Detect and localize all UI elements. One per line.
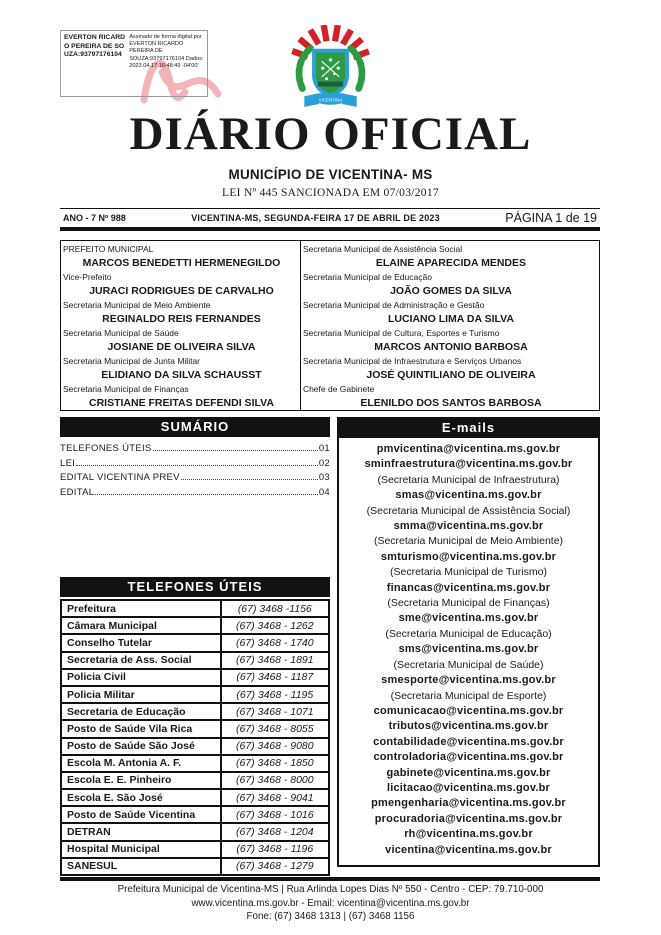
- page-indicator: PÁGINA 1 de 19: [505, 211, 597, 225]
- official-entry: [63, 243, 300, 271]
- official-entry: [63, 383, 300, 411]
- email-address: financas@vicentina.ms.gov.br: [386, 581, 551, 594]
- phone-number-cell: (67) 3468 - 1187: [236, 671, 314, 684]
- email-entry: [339, 796, 598, 811]
- signature-subject: EVERTON RICARDO PEREIRA DE SOUZA:93797176104: [64, 34, 126, 59]
- official-role: Secretaria Municipal de Junta Militar: [63, 355, 201, 366]
- official-entry: [303, 355, 599, 383]
- official-entry: [63, 271, 300, 299]
- official-entry: [303, 327, 599, 355]
- phones-header: TELEFONES ÚTEIS: [60, 577, 330, 597]
- email-entry: [339, 766, 598, 781]
- official-name: ELIDIANO DA SILVA SCHAUSST: [101, 368, 262, 381]
- phone-name-cell: DETRAN: [62, 824, 222, 839]
- email-caption: (Secretaria Municipal de Educação): [385, 627, 552, 640]
- email-caption: (Secretaria Municipal de Turismo): [390, 566, 547, 579]
- officials-panel: [60, 240, 600, 411]
- footer-rule: [60, 877, 600, 881]
- email-address: procuradoria@vicentina.ms.gov.br: [374, 812, 563, 825]
- email-entry: [339, 550, 598, 581]
- table-row: [62, 653, 328, 670]
- emails-panel: [337, 417, 600, 867]
- officials-column-right: [301, 241, 599, 410]
- email-entry: [339, 719, 598, 734]
- official-role: Secretaria Municipal de Saúde: [63, 327, 179, 338]
- table-row: [62, 807, 328, 824]
- email-address: pmengenharia@vicentina.ms.gov.br: [371, 797, 566, 810]
- official-entry: [303, 243, 599, 271]
- official-role: Secretaria Municipal de Meio Ambiente: [63, 299, 211, 310]
- phone-name-cell: Escola E. São José: [62, 790, 222, 805]
- official-name: MARCOS ANTONIO BARBOSA: [374, 340, 528, 353]
- email-caption: (Secretaria Municipal de Esporte): [390, 689, 547, 702]
- official-entry: [303, 271, 599, 299]
- law-subtitle: LEI Nº 445 SANCIONADA EM 07/03/2017: [222, 187, 439, 199]
- official-role: PREFEITO MUNICIPAL: [63, 244, 154, 254]
- toc-item: [60, 442, 330, 457]
- phone-name-cell: Escola M. Antonia A. F.: [62, 756, 222, 771]
- email-entry: [339, 519, 598, 550]
- official-name: MARCOS BENEDETTI HERMENEGILDO: [82, 257, 281, 269]
- phone-number-cell: (67) 3468 - 9080: [235, 740, 314, 753]
- toc-item: [60, 471, 330, 486]
- toc-item-label: LEI: [60, 457, 76, 469]
- email-address: sms@vicentina.ms.gov.br: [398, 643, 539, 656]
- phone-name-cell: Câmara Municipal: [62, 618, 222, 633]
- phone-name-cell: Posto de Saúde Vicentina: [62, 807, 222, 822]
- email-address: smma@vicentina.ms.gov.br: [393, 520, 544, 533]
- phones-table: [60, 599, 330, 876]
- page-title: DIÁRIO OFICIAL: [129, 108, 532, 160]
- email-entry: [339, 812, 598, 827]
- table-row: [62, 756, 328, 773]
- email-address: tributos@vicentina.ms.gov.br: [388, 720, 549, 733]
- footer-address: Prefeitura Municipal de Vicentina-MS | Rua Arlinda Lopes Dias Nº 550 - Centro - CEP: 79.710-000: [117, 884, 544, 895]
- footer: [0, 883, 661, 924]
- email-address: vicentina@vicentina.ms.gov.br: [385, 843, 552, 856]
- official-name: JOSÉ QUINTILIANO DE OLIVEIRA: [366, 368, 536, 381]
- email-entry: [339, 827, 598, 842]
- email-address: comunicacao@vicentina.ms.gov.br: [373, 704, 564, 717]
- emails-header: E-mails: [338, 418, 599, 438]
- table-row: [62, 670, 328, 687]
- email-entry: [339, 642, 598, 673]
- phone-name-cell: Posto de Saúde Vila Rica: [62, 721, 222, 736]
- footer-phone: Fone: (67) 3468 1313 | (67) 3468 1156: [246, 911, 415, 922]
- phone-name-cell: Policia Civil: [62, 670, 222, 685]
- email-entry: [339, 457, 598, 488]
- official-role: Secretaria Municipal de Finanças: [63, 383, 189, 394]
- email-entry: [339, 442, 598, 457]
- toc-item-label: EDITAL VICENTINA PREV: [60, 472, 180, 483]
- official-entry: [63, 327, 300, 355]
- official-role: Secretaria Municipal de Infraestrutura e Serviços Urbanos: [302, 355, 522, 366]
- table-row: [62, 859, 328, 874]
- phone-name-cell: Conselho Tutelar: [62, 635, 222, 650]
- phone-number-cell: (67) 3468 - 1262: [235, 619, 314, 632]
- signature-statement: Assinado de forma digital por EVERTON RICARDO PEREIRA DE SOUZA:93797176104 Dados: 2023.04.17 16:48:49 -04'00': [129, 34, 204, 69]
- email-address: licitacao@vicentina.ms.gov.br: [386, 781, 551, 794]
- phone-number-cell: (67) 3468 -1156: [237, 602, 312, 615]
- email-entry: [339, 673, 598, 704]
- email-entry: [339, 581, 598, 612]
- toc-dot-leader: [76, 465, 318, 466]
- email-address: pmvicentina@vicentina.ms.gov.br: [376, 443, 561, 455]
- email-caption: (Secretaria Municipal de Infraestrutura): [377, 473, 560, 486]
- municipality-subtitle: MUNICÍPIO DE VICENTINA- MS: [228, 167, 433, 182]
- official-name: ELAINE APARECIDA MENDES: [375, 257, 527, 269]
- official-name: JOÃO GOMES DA SILVA: [390, 284, 512, 297]
- emails-list: [339, 438, 598, 858]
- email-caption: (Secretaria Municipal de Meio Ambiente): [373, 535, 564, 548]
- coat-of-arms-icon: [282, 25, 379, 117]
- digital-signature-block: [60, 30, 208, 97]
- official-name: ELENILDO DOS SANTOS BARBOSA: [360, 396, 542, 409]
- svg-text:VICENTINA: VICENTINA: [318, 97, 343, 103]
- toc-item: [60, 486, 330, 501]
- officials-column-left: [61, 241, 301, 410]
- phone-name-cell: Posto de Saúde São José: [62, 739, 222, 754]
- official-entry: [63, 299, 300, 327]
- email-address: smesporte@vicentina.ms.gov.br: [381, 674, 556, 687]
- official-name: CRISTIANE FREITAS DEFENDI SILVA: [89, 396, 274, 409]
- official-name: JOSIANE DE OLIVEIRA SILVA: [107, 340, 256, 353]
- official-role: Secretaria Municipal de Administração e Gestão: [302, 299, 485, 310]
- official-role: Secretaria Municipal de Cultura, Esportes e Turismo: [302, 327, 500, 338]
- official-name: LUCIANO LIMA DA SILVA: [387, 312, 514, 325]
- phone-name-cell: Secretaria de Educação: [62, 704, 222, 719]
- official-role: Chefe de Gabinete: [302, 383, 375, 394]
- email-entry: [339, 704, 598, 719]
- summary-list: [60, 442, 330, 500]
- edition-label: ANO - 7 Nº 988: [63, 213, 126, 223]
- official-entry: [63, 355, 300, 383]
- toc-dot-leader: [153, 450, 318, 451]
- official-entry: [303, 299, 599, 327]
- table-row: [62, 687, 328, 704]
- toc-item-page: 01: [318, 443, 330, 454]
- phone-name-cell: Secretaria de Ass. Social: [62, 653, 222, 668]
- phone-number-cell: (67) 3468 - 1850: [235, 757, 314, 770]
- email-address: controladoria@vicentina.ms.gov.br: [373, 751, 564, 764]
- official-role: Secretaria Municipal de Educação: [302, 271, 432, 282]
- official-name: REGINALDO REIS FERNANDES: [102, 312, 261, 325]
- toc-item-page: 04: [318, 486, 330, 498]
- toc-item-page: 03: [318, 472, 330, 483]
- phone-name-cell: Hospital Municipal: [62, 842, 222, 857]
- phone-number-cell: (67) 3468 - 1204: [235, 826, 314, 839]
- toc-item-label: EDITAL: [60, 486, 95, 498]
- official-entry: [303, 383, 599, 411]
- table-row: [62, 824, 328, 841]
- table-row: [62, 739, 328, 756]
- email-address: rh@vicentina.ms.gov.br: [404, 828, 533, 841]
- phone-number-cell: (67) 3468 - 1016: [235, 808, 314, 821]
- email-address: smturismo@vicentina.ms.gov.br: [380, 550, 557, 563]
- date-label: VICENTINA-MS, SEGUNDA-FEIRA 17 DE ABRIL DE 2023: [191, 213, 440, 223]
- email-address: gabinete@vicentina.ms.gov.br: [386, 766, 551, 779]
- edition-band: [60, 208, 600, 231]
- email-entry: [339, 781, 598, 796]
- email-entry: [339, 843, 598, 858]
- table-row: [62, 721, 328, 738]
- phone-number-cell: (67) 3468 - 1740: [235, 636, 314, 649]
- phone-number-cell: (67) 3468 - 1196: [236, 843, 314, 856]
- email-entry: [339, 488, 598, 519]
- phone-name-cell: Policia Militar: [62, 687, 222, 702]
- summary-header: SUMÁRIO: [60, 417, 330, 437]
- phone-name-cell: Prefeitura: [62, 601, 222, 616]
- toc-dot-leader: [181, 479, 318, 480]
- phone-number-cell: (67) 3468 - 1195: [236, 688, 314, 701]
- official-role: Secretaria Municipal de Assistência Social: [302, 244, 463, 254]
- email-caption: (Secretaria Municipal de Finanças): [387, 597, 550, 610]
- phone-name-cell: SANESUL: [62, 859, 222, 874]
- toc-dot-leader: [95, 494, 317, 495]
- official-name: JURACI RODRIGUES DE CARVALHO: [89, 284, 274, 297]
- table-row: [62, 601, 328, 618]
- phone-number-cell: (67) 3468 - 1279: [235, 860, 314, 873]
- email-entry: [339, 750, 598, 765]
- official-role: Vice-Prefeito: [63, 271, 112, 282]
- email-address: sminfraestrutura@vicentina.ms.gov.br: [364, 458, 573, 471]
- toc-item-label: TELEFONES ÚTEIS: [60, 443, 152, 454]
- footer-web: www.vicentina.ms.gov.br - Email: vicentina@vicentina.ms.gov.br: [191, 897, 470, 909]
- email-entry: [339, 735, 598, 750]
- table-row: [62, 704, 328, 721]
- phone-number-cell: (67) 3468 - 9041: [235, 791, 314, 804]
- table-row: [62, 635, 328, 652]
- email-entry: [339, 611, 598, 642]
- email-address: contabilidade@vicentina.ms.gov.br: [373, 735, 564, 748]
- email-address: sme@vicentina.ms.gov.br: [398, 612, 539, 625]
- table-row: [62, 842, 328, 859]
- phone-name-cell: Escola E. E. Pinheiro: [62, 773, 222, 788]
- email-address: smas@vicentina.ms.gov.br: [395, 489, 542, 502]
- toc-item-page: 02: [318, 457, 330, 469]
- toc-item: [60, 457, 330, 472]
- table-row: [62, 773, 328, 790]
- email-caption: (Secretaria Municipal de Saúde): [393, 658, 544, 671]
- phone-number-cell: (67) 3468 - 8055: [235, 722, 314, 735]
- table-row: [62, 790, 328, 807]
- phone-number-cell: (67) 3468 - 1071: [235, 705, 314, 718]
- phone-number-cell: (67) 3468 - 8000: [235, 774, 314, 787]
- phone-number-cell: (67) 3468 - 1891: [235, 654, 314, 667]
- table-row: [62, 618, 328, 635]
- email-caption: (Secretaria Municipal de Assistência Social): [366, 504, 571, 517]
